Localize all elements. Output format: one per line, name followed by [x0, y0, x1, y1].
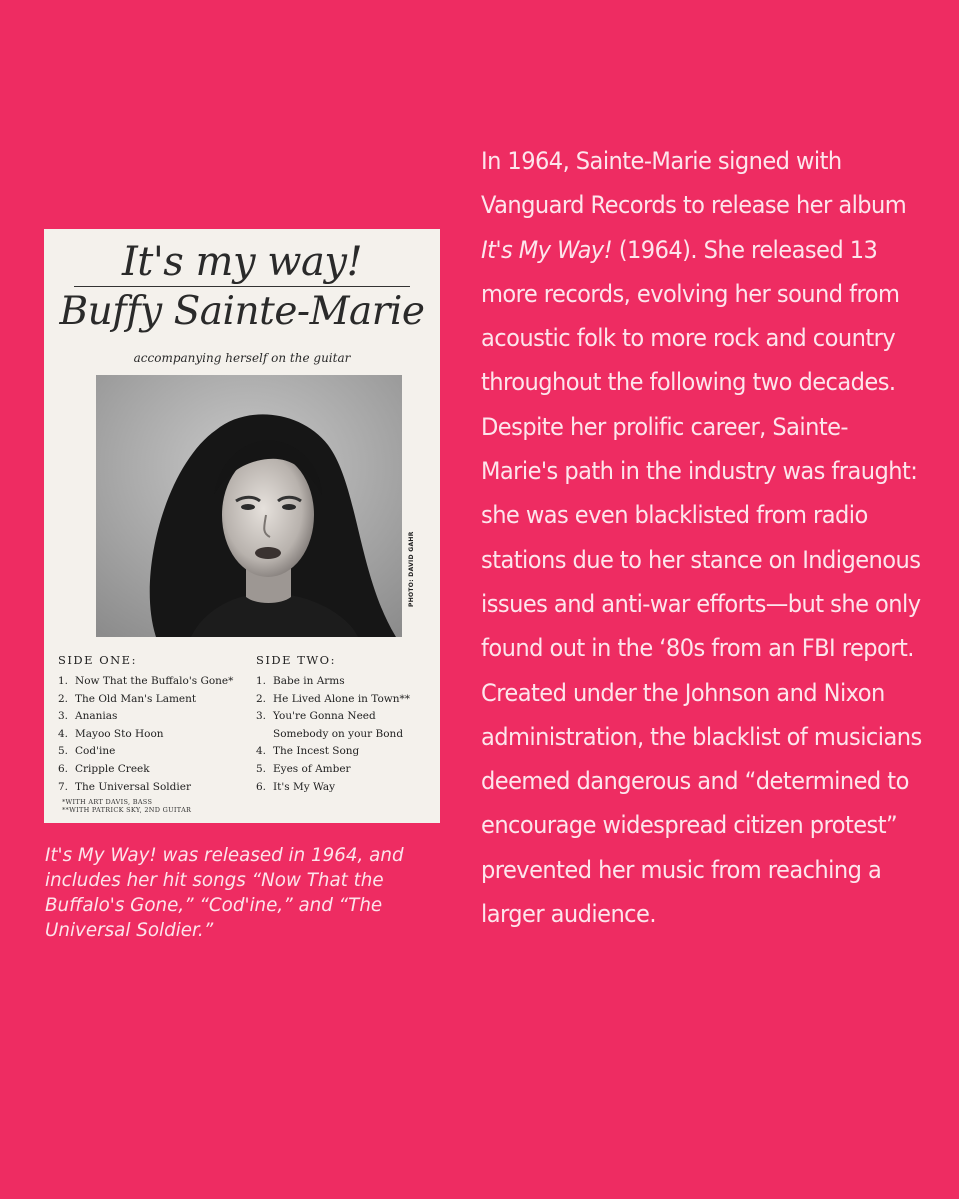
- track-item: [58, 779, 258, 797]
- track-number: 4.: [256, 745, 267, 758]
- credit-line: *WITH ART DAVIS, BASS: [62, 798, 153, 806]
- body-paragraph: [481, 139, 923, 936]
- track-title: Babe in Arms: [273, 675, 345, 687]
- album-title: It's my way!: [121, 239, 363, 285]
- track-item: [58, 673, 258, 691]
- track-item: [256, 691, 436, 709]
- track-item: [58, 761, 258, 779]
- track-item-continued: [256, 726, 436, 744]
- album-credits: [62, 798, 191, 814]
- track-title: The Old Man's Lament: [75, 692, 197, 705]
- track-item: [58, 743, 258, 761]
- album-cover-image: [44, 229, 440, 823]
- track-number: 3.: [58, 710, 69, 723]
- artist-portrait-photo: [96, 375, 402, 637]
- track-title: It's My Way: [273, 780, 336, 793]
- track-title: He Lived Alone in Town**: [273, 692, 411, 705]
- track-number: 3.: [256, 710, 267, 723]
- caption-text: was released in 1964, and includes her hit songs “Now That the Buffalo's Gone,” “Cod'ine,” and “The Universal Soldier.”: [45, 845, 404, 941]
- body-text-before: In 1964, Sainte-Marie signed with Vanguard Records to release her album: [481, 147, 907, 220]
- track-title: Cripple Creek: [75, 762, 150, 775]
- track-title: The Incest Song: [273, 745, 360, 758]
- album-artist: Buffy Sainte-Marie: [59, 289, 425, 334]
- side-two-tracklist: [256, 653, 436, 796]
- track-title: You're Gonna Need: [273, 710, 376, 723]
- track-item: [256, 708, 436, 726]
- track-item: [256, 743, 436, 761]
- track-title: Mayoo Sto Hoon: [75, 727, 164, 740]
- track-number: 1.: [58, 675, 69, 687]
- track-item: [256, 673, 436, 691]
- track-item: [256, 761, 436, 779]
- track-number: [256, 726, 273, 744]
- track-number: 5.: [58, 745, 69, 758]
- track-title: Now That the Buffalo's Gone*: [75, 675, 234, 687]
- body-album-title: It's My Way!: [481, 235, 613, 264]
- image-caption: [45, 843, 445, 943]
- credit-line: **WITH PATRICK SKY, 2ND GUITAR: [62, 806, 192, 814]
- album-title-rule: [74, 286, 410, 287]
- track-title: Somebody on your Bond: [273, 727, 404, 740]
- caption-album-title: It's My Way!: [45, 845, 157, 866]
- track-item: [58, 691, 258, 709]
- track-item: [256, 779, 436, 797]
- side-one-heading: SIDE ONE:: [58, 653, 137, 667]
- track-number: 2.: [256, 692, 267, 705]
- track-number: 2.: [58, 692, 69, 705]
- track-title: The Universal Soldier: [75, 780, 191, 793]
- track-number: 6.: [256, 780, 267, 793]
- album-subtitle: accompanying herself on the guitar: [133, 351, 351, 365]
- track-item: [58, 726, 258, 744]
- track-number: 1.: [256, 675, 267, 687]
- track-title: Ananias: [75, 710, 118, 723]
- track-item: [58, 708, 258, 726]
- track-number: 7.: [58, 780, 69, 793]
- side-two-heading: SIDE TWO:: [256, 653, 336, 667]
- track-number: 6.: [58, 762, 69, 775]
- track-title: Cod'ine: [75, 745, 116, 758]
- track-number: 4.: [58, 727, 69, 740]
- track-title: Eyes of Amber: [273, 762, 351, 775]
- photo-credit: PHOTO: DAVID GAHR: [408, 531, 415, 607]
- track-number: 5.: [256, 762, 267, 775]
- body-text-after: (1964). She released 13 more records, evolving her sound from acoustic folk to more rock and country throughout the following two decades. Despite her prolific career, Sainte-Marie's path in the industry was fraught: she was even blacklisted from radio stations due to her stance on Indigenous issues and anti-war efforts—but she only found out in the ‘80s from an FBI report. Created under the Johnson and Nixon administration, the blacklist of musicians deemed dangerous and “determined to encourage widespread citizen protest” prevented her music from reaching a larger audience.: [481, 235, 922, 929]
- side-one-tracklist: [58, 653, 258, 796]
